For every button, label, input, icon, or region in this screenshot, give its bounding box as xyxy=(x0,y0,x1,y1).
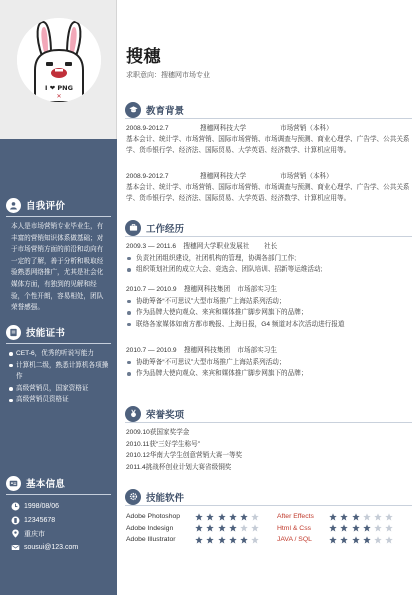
divider xyxy=(125,422,412,423)
certs-list xyxy=(0,344,117,406)
certificate-icon xyxy=(6,325,21,340)
star-icon xyxy=(206,513,214,521)
star-rating xyxy=(329,524,405,532)
edu-major: 市场营销（本科） xyxy=(280,173,333,180)
work-bullet: 联络各家媒体如南方都市晚报、上海日报，G4 频道对本次活动进行报道 xyxy=(126,319,413,331)
education-entry xyxy=(126,123,413,156)
sidebar xyxy=(0,0,117,595)
cert-item: 高级营销员资格证 xyxy=(8,394,111,406)
skill-row xyxy=(126,534,413,546)
education-entry xyxy=(126,171,413,204)
skill-name: After Effects xyxy=(277,513,314,521)
skill-row xyxy=(126,523,413,535)
cert-item: 计算机二级，熟悉计算机各项操作 xyxy=(8,360,111,383)
info-header xyxy=(0,474,117,492)
honors-list xyxy=(126,427,413,473)
city: 重庆市 xyxy=(24,530,45,538)
star-icon xyxy=(229,524,237,532)
divider xyxy=(125,505,412,506)
star-icon xyxy=(352,524,360,532)
work-bullet: 负责社团组织建设，社团机构的管理，协调各部门工作; xyxy=(126,253,413,265)
skills-title: 技能软件 xyxy=(146,492,185,504)
work-header-line: 2010.7 — 2010.9 搜穗网科技集团 市场部实习生 xyxy=(126,286,277,293)
work-title: 工作经历 xyxy=(146,223,185,235)
bunny-avatar-icon xyxy=(17,18,101,102)
star-icon xyxy=(218,524,226,532)
star-icon xyxy=(251,513,259,521)
star-icon xyxy=(240,536,248,544)
self-eval-text: 本人是市场营销专业毕业生，有丰富的营销知识体系做基础；对于市场营销方面的前沿和动向有一定的了解，善于分析和吸取经验熟悉网络推广，尤其是社会化媒体方面，有独到的见解和经验，个性开朗，容易相处，团队荣誉感强。 xyxy=(11,223,104,312)
honor-item: 2010.12华南大学生创意营销大赛一等奖 xyxy=(126,452,243,459)
city-row xyxy=(0,527,117,541)
star-rating xyxy=(195,536,271,544)
star-icon xyxy=(363,524,371,532)
star-icon xyxy=(340,536,348,544)
star-icon xyxy=(229,513,237,521)
edu-period: 2008.9-2012.7 xyxy=(126,173,169,180)
self-eval-section xyxy=(0,196,117,314)
id-card-icon xyxy=(6,476,21,491)
star-icon xyxy=(240,513,248,521)
certs-section xyxy=(0,323,117,406)
honor-item: 2010.11获“三好学生称号” xyxy=(126,440,200,448)
work-entry xyxy=(126,241,413,276)
edu-school: 搜穗网科技大学 xyxy=(200,125,247,132)
certs-header xyxy=(0,323,117,341)
work-bullet: 协助筹备“不可思议”大型市场推广上海站系列活动； xyxy=(126,296,413,308)
honors-header xyxy=(125,405,413,422)
skills-table xyxy=(126,511,413,546)
certs-title: 技能证书 xyxy=(26,328,66,339)
calendar-icon xyxy=(10,502,20,512)
work-header-line: 2009.3 — 2011.6 搜穗网大学职业发展社 社长 xyxy=(126,243,278,250)
edu-courses: 基本会计、统计学、市场营销、国际市场营销、市场调查与预测、商业心理学、广告学、公共关系学、货币银行学、经济法、国际贸易、大学英语、经济数学、计算机应用等。 xyxy=(126,184,410,202)
phone-row xyxy=(0,514,117,528)
edu-courses: 基本会计、统计学、市场营销、国际市场营销、市场调查与预测、商业心理学、广告学、公共关系学、货币银行学、经济法、国际贸易、大学英语、经济数学、计算机应用等。 xyxy=(126,136,410,154)
medal-icon xyxy=(125,406,141,422)
skill-name: Adobe Indesign xyxy=(126,524,174,532)
education-title: 教育背景 xyxy=(146,105,185,117)
honor-item: 2009.10获国家奖学金 xyxy=(126,429,190,436)
birthday-row xyxy=(0,500,117,514)
star-rating xyxy=(329,536,405,544)
cert-item: 高级营销员，国家资格证 xyxy=(8,383,111,395)
main-content xyxy=(117,0,420,595)
divider xyxy=(125,236,412,237)
star-icon xyxy=(340,524,348,532)
gear-icon xyxy=(125,489,141,505)
skills-header xyxy=(125,488,413,505)
avatar xyxy=(17,18,101,102)
star-rating xyxy=(195,524,271,532)
work-bullet: 作为品牌大使向观众、来宾和媒体推广脚步网旗下的品牌； xyxy=(126,368,413,380)
star-icon xyxy=(229,536,237,544)
star-icon xyxy=(195,513,203,521)
edu-period: 2008.9-2012.7 xyxy=(126,125,169,132)
photo-area xyxy=(0,0,117,139)
star-icon xyxy=(385,513,393,521)
graduation-cap-icon xyxy=(125,102,141,118)
location-pin-icon xyxy=(10,529,20,539)
star-icon xyxy=(363,536,371,544)
star-icon xyxy=(385,536,393,544)
skill-name: Adobe Photoshop xyxy=(126,513,181,521)
cert-item: CET-6，优秀的听说写能力 xyxy=(8,348,111,360)
edu-school: 搜穗网科技大学 xyxy=(200,173,247,180)
person-icon xyxy=(6,198,21,213)
svg-text:✕: ✕ xyxy=(56,94,62,100)
work-bullet: 协助筹备“不可思议”大型市场推广上海站系列活动； xyxy=(126,357,413,369)
star-icon xyxy=(195,536,203,544)
self-eval-header xyxy=(0,196,117,214)
star-icon xyxy=(251,524,259,532)
star-icon xyxy=(329,513,337,521)
star-icon xyxy=(352,536,360,544)
star-icon xyxy=(374,536,382,544)
star-rating xyxy=(329,513,405,521)
star-icon xyxy=(195,524,203,532)
briefcase-icon xyxy=(125,220,141,236)
skill-name: Html & Css xyxy=(277,524,311,532)
email-icon xyxy=(10,542,20,552)
star-icon xyxy=(240,524,248,532)
phone-icon xyxy=(10,515,20,525)
star-rating xyxy=(195,513,271,521)
star-icon xyxy=(218,536,226,544)
work-entry xyxy=(126,284,413,330)
skill-row xyxy=(126,511,413,523)
skill-name: Adobe Illustrator xyxy=(126,536,176,544)
skill-name: JAVA / SQL xyxy=(277,536,312,544)
star-icon xyxy=(251,536,259,544)
star-icon xyxy=(374,524,382,532)
birthday: 1998/08/06 xyxy=(24,503,60,511)
work-bullet: 作为品牌大使向观众、来宾和媒体推广脚步网旗下的品牌； xyxy=(126,307,413,319)
work-entry xyxy=(126,345,413,380)
star-icon xyxy=(329,536,337,544)
star-icon xyxy=(340,513,348,521)
divider xyxy=(125,118,412,119)
email: sousui@123.com xyxy=(24,543,79,551)
info-section xyxy=(0,474,117,554)
work-header-line: 2010.7 — 2010.9 搜穗网科技集团 市场部实习生 xyxy=(126,347,277,354)
star-icon xyxy=(218,513,226,521)
honor-item: 2011.4挑战杯创业计划大赛省级铜奖 xyxy=(126,463,232,471)
honors-title: 荣誉奖项 xyxy=(146,409,185,421)
education-header xyxy=(125,101,413,118)
star-icon xyxy=(329,524,337,532)
candidate-name: 搜穗 xyxy=(126,47,161,66)
star-icon xyxy=(363,513,371,521)
edu-major: 市场营销（本科） xyxy=(280,125,333,132)
star-icon xyxy=(352,513,360,521)
job-intent: 求职意向：搜穗网市场专业 xyxy=(126,72,210,79)
email-row xyxy=(0,541,117,555)
info-title: 基本信息 xyxy=(26,479,66,490)
star-icon xyxy=(206,524,214,532)
star-icon xyxy=(206,536,214,544)
self-eval-title: 自我评价 xyxy=(26,201,66,212)
work-header xyxy=(125,219,413,236)
phone: 12345678 xyxy=(24,516,56,524)
svg-text:I ❤ PNG: I ❤ PNG xyxy=(45,84,73,92)
star-icon xyxy=(385,524,393,532)
star-icon xyxy=(374,513,382,521)
work-bullet: 组织策划社团的成立大会、竞选会、团队培训、招新等运维活动; xyxy=(126,264,413,276)
